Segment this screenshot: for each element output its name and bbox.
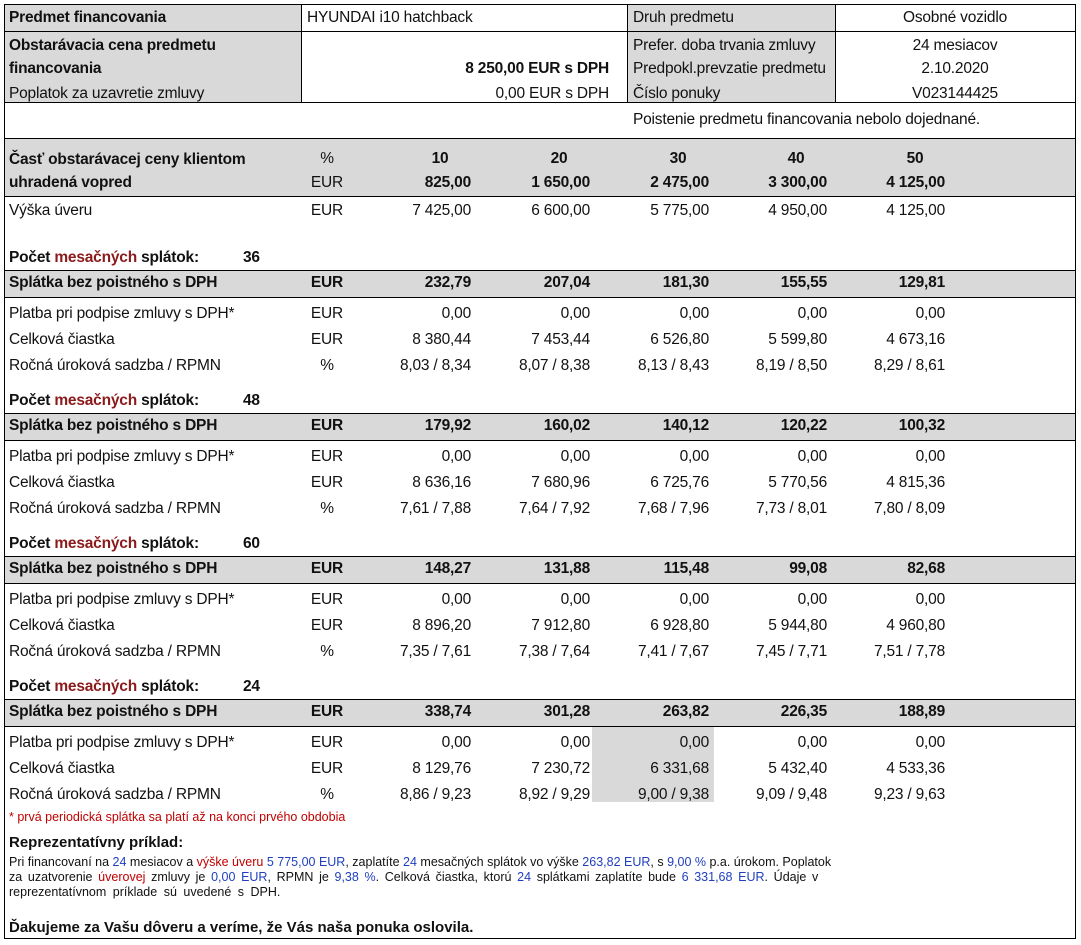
downpayment-unit-percent: % — [320, 150, 334, 167]
fee-label: Poplatok za uzavretie zmluvy — [9, 85, 205, 102]
rate-unit: % — [320, 643, 334, 660]
downpayment-amount: 4 125,00 — [886, 174, 945, 191]
rate-label: Ročná úroková sadzba / RPMN — [9, 357, 221, 374]
total-label: Celková čiastka — [9, 331, 115, 348]
total-value: 7 912,80 — [531, 617, 590, 634]
months-value: 24 — [243, 678, 260, 695]
rate-value: 9,00 / 9,38 — [637, 786, 709, 803]
loan-amount: 4 950,00 — [768, 202, 827, 219]
installment-value: 232,79 — [424, 274, 471, 291]
total-value: 8 636,16 — [412, 474, 471, 491]
signing-value: 0,00 — [441, 305, 471, 322]
signing-value: 0,00 — [560, 305, 590, 322]
signing-label: Platba pri podpise zmluvy s DPH* — [9, 305, 235, 322]
rate-value: 8,19 / 8,50 — [755, 357, 827, 374]
installment-label: Splátka bez poistného s DPH — [9, 703, 218, 720]
total-value: 6 331,68 — [650, 760, 709, 777]
total-unit: EUR — [310, 617, 344, 634]
rate-label: Ročná úroková sadzba / RPMN — [9, 643, 221, 660]
loan-amount: 6 600,00 — [531, 202, 590, 219]
installment-label: Splátka bez poistného s DPH — [9, 560, 218, 577]
subject-value: HYUNDAI i10 hatchback — [307, 9, 473, 26]
signing-unit: EUR — [310, 734, 344, 751]
total-label: Celková čiastka — [9, 617, 115, 634]
rate-value: 7,73 / 8,01 — [755, 500, 827, 517]
duration-value: 24 mesiacov — [912, 37, 998, 54]
installment-value: 155,55 — [780, 274, 827, 291]
total-value: 7 230,72 — [531, 760, 590, 777]
rate-value: 7,41 / 7,67 — [637, 643, 709, 660]
installment-value: 179,92 — [424, 417, 471, 434]
rate-value: 7,80 / 8,09 — [873, 500, 945, 517]
percent-30: 30 — [669, 150, 687, 167]
rate-value: 7,45 / 7,71 — [755, 643, 827, 660]
signing-value: 0,00 — [560, 591, 590, 608]
installment-unit: EUR — [310, 274, 344, 291]
installment-label: Splátka bez poistného s DPH — [9, 417, 218, 434]
downpayment-unit-eur: EUR — [310, 174, 344, 191]
duration-label: Prefer. doba trvania zmluvy — [633, 37, 816, 54]
signing-value: 0,00 — [679, 734, 709, 751]
installment-unit: EUR — [310, 703, 344, 720]
signing-value: 0,00 — [560, 734, 590, 751]
rate-value: 7,38 / 7,64 — [518, 643, 590, 660]
total-label: Celková čiastka — [9, 760, 115, 777]
signing-value: 0,00 — [915, 591, 945, 608]
downpayment-label-1: Časť obstarávacej ceny klientom — [9, 151, 246, 168]
total-value: 4 960,80 — [886, 617, 945, 634]
total-value: 5 599,80 — [768, 331, 827, 348]
installment-count: Počet mesačných splátok: — [9, 392, 199, 409]
installment-value: 263,82 — [662, 703, 709, 720]
percent-10: 10 — [431, 150, 449, 167]
installment-value: 100,32 — [898, 417, 945, 434]
rate-unit: % — [320, 786, 334, 803]
installment-value: 181,30 — [662, 274, 709, 291]
installment-value: 338,74 — [424, 703, 471, 720]
example-line-3: reprezentatívnom príklade sú uvedené s DPH. — [9, 885, 281, 899]
installment-unit: EUR — [310, 417, 344, 434]
installment-value: 120,22 — [780, 417, 827, 434]
installment-value: 226,35 — [780, 703, 827, 720]
price-value: 8 250,00 EUR s DPH — [465, 60, 609, 77]
downpayment-amount: 825,00 — [424, 174, 471, 191]
insurance-note: Poistenie predmetu financovania nebolo dojednané. — [633, 111, 980, 128]
installment-value: 148,27 — [424, 560, 471, 577]
percent-50: 50 — [906, 150, 924, 167]
installment-value: 99,08 — [789, 560, 827, 577]
type-value: Osobné vozidlo — [902, 9, 1008, 26]
installment-value: 140,12 — [662, 417, 709, 434]
footnote: * prvá periodická splátka sa platí až na konci prvého obdobia — [9, 810, 346, 824]
total-value: 7 453,44 — [531, 331, 590, 348]
months-value: 48 — [243, 392, 260, 409]
rate-value: 9,23 / 9,63 — [873, 786, 945, 803]
example-line-2: za uzatvorenie úverovej zmluvy je 0,00 EUR, RPMN je 9,38 %. Celková čiastka, ktorú 24 splátkami zaplatíte bude 6 331,68 EUR. Údaje v — [9, 870, 819, 884]
rate-value: 7,35 / 7,61 — [399, 643, 471, 660]
signing-value: 0,00 — [441, 734, 471, 751]
total-value: 7 680,96 — [531, 474, 590, 491]
takeover-label: Predpokl.prevzatie predmetu — [633, 60, 826, 77]
total-unit: EUR — [310, 331, 344, 348]
signing-value: 0,00 — [797, 734, 827, 751]
signing-value: 0,00 — [679, 591, 709, 608]
loan-amount: 7 425,00 — [412, 202, 471, 219]
loan-label: Výška úveru — [9, 202, 93, 219]
signing-value: 0,00 — [797, 448, 827, 465]
signing-value: 0,00 — [679, 305, 709, 322]
total-value: 4 673,16 — [886, 331, 945, 348]
offer-number-label: Číslo ponuky — [633, 85, 721, 102]
signing-value: 0,00 — [679, 448, 709, 465]
installment-value: 207,04 — [543, 274, 590, 291]
installment-unit: EUR — [310, 560, 344, 577]
total-value: 8 896,20 — [412, 617, 471, 634]
signing-unit: EUR — [310, 448, 344, 465]
total-unit: EUR — [310, 760, 344, 777]
installment-value: 188,89 — [898, 703, 945, 720]
rate-value: 8,03 / 8,34 — [399, 357, 471, 374]
total-value: 5 944,80 — [768, 617, 827, 634]
loan-amount: 4 125,00 — [886, 202, 945, 219]
signing-unit: EUR — [310, 591, 344, 608]
rate-unit: % — [320, 357, 334, 374]
total-value: 4 815,36 — [886, 474, 945, 491]
signing-value: 0,00 — [915, 734, 945, 751]
total-value: 6 526,80 — [650, 331, 709, 348]
total-label: Celková čiastka — [9, 474, 115, 491]
installment-value: 301,28 — [543, 703, 590, 720]
total-value: 8 129,76 — [412, 760, 471, 777]
installment-value: 160,02 — [543, 417, 590, 434]
signing-label: Platba pri podpise zmluvy s DPH* — [9, 448, 235, 465]
rate-unit: % — [320, 500, 334, 517]
rate-value: 8,13 / 8,43 — [637, 357, 709, 374]
rate-value: 8,86 / 9,23 — [399, 786, 471, 803]
installment-value: 129,81 — [898, 274, 945, 291]
installment-count: Počet mesačných splátok: — [9, 678, 199, 695]
rate-value: 7,68 / 7,96 — [637, 500, 709, 517]
total-unit: EUR — [310, 474, 344, 491]
rate-value: 9,09 / 9,48 — [755, 786, 827, 803]
type-label: Druh predmetu — [633, 9, 734, 26]
signing-value: 0,00 — [915, 305, 945, 322]
signing-label: Platba pri podpise zmluvy s DPH* — [9, 734, 235, 751]
loan-unit: EUR — [310, 202, 344, 219]
downpayment-amount: 1 650,00 — [531, 174, 590, 191]
total-value: 5 432,40 — [768, 760, 827, 777]
rate-label: Ročná úroková sadzba / RPMN — [9, 500, 221, 517]
offer-number-value: V023144425 — [912, 85, 998, 102]
installment-count: Počet mesačných splátok: — [9, 535, 199, 552]
example-line-1: Pri financovaní na 24 mesiacov a výške úveru 5 775,00 EUR, zaplatíte 24 mesačných splátok vo výške 263,82 EUR, s 9,00 % p.a. úrokom. Poplatok — [9, 855, 832, 869]
total-value: 8 380,44 — [412, 331, 471, 348]
downpayment-label-2: uhradená vopred — [9, 174, 132, 191]
signing-value: 0,00 — [797, 591, 827, 608]
price-label-1: Obstarávacia cena predmetu — [9, 37, 216, 54]
total-value: 6 928,80 — [650, 617, 709, 634]
percent-20: 20 — [550, 150, 568, 167]
total-value: 5 770,56 — [768, 474, 827, 491]
installment-count: Počet mesačných splátok: — [9, 249, 199, 266]
months-value: 36 — [243, 249, 260, 266]
price-label-2: financovania — [9, 60, 102, 77]
fee-value: 0,00 EUR s DPH — [495, 85, 609, 102]
signing-value: 0,00 — [915, 448, 945, 465]
offer-sheet — [4, 4, 1076, 939]
rate-label: Ročná úroková sadzba / RPMN — [9, 786, 221, 803]
signing-value: 0,00 — [441, 448, 471, 465]
rate-value: 7,61 / 7,88 — [399, 500, 471, 517]
total-value: 6 725,76 — [650, 474, 709, 491]
installment-value: 82,68 — [907, 560, 945, 577]
installment-value: 115,48 — [663, 560, 709, 577]
loan-amount: 5 775,00 — [650, 202, 709, 219]
takeover-value: 2.10.2020 — [921, 60, 989, 77]
subject-label: Predmet financovania — [9, 9, 167, 26]
downpayment-amount: 2 475,00 — [650, 174, 709, 191]
signing-unit: EUR — [310, 305, 344, 322]
signing-value: 0,00 — [560, 448, 590, 465]
percent-40: 40 — [787, 150, 805, 167]
downpayment-amount: 3 300,00 — [768, 174, 827, 191]
rate-value: 8,07 / 8,38 — [518, 357, 590, 374]
months-value: 60 — [243, 535, 260, 552]
example-title: Reprezentatívny príklad: — [9, 834, 184, 851]
signing-label: Platba pri podpise zmluvy s DPH* — [9, 591, 235, 608]
signing-value: 0,00 — [797, 305, 827, 322]
thanks-message: Ďakujeme za Vašu dôveru a veríme, že Vás naša ponuka oslovila. — [9, 919, 474, 936]
rate-value: 7,51 / 7,78 — [873, 643, 945, 660]
rate-value: 7,64 / 7,92 — [518, 500, 590, 517]
rate-value: 8,29 / 8,61 — [873, 357, 945, 374]
installment-label: Splátka bez poistného s DPH — [9, 274, 218, 291]
rate-value: 8,92 / 9,29 — [518, 786, 590, 803]
installment-value: 131,88 — [543, 560, 590, 577]
total-value: 4 533,36 — [886, 760, 945, 777]
signing-value: 0,00 — [441, 591, 471, 608]
